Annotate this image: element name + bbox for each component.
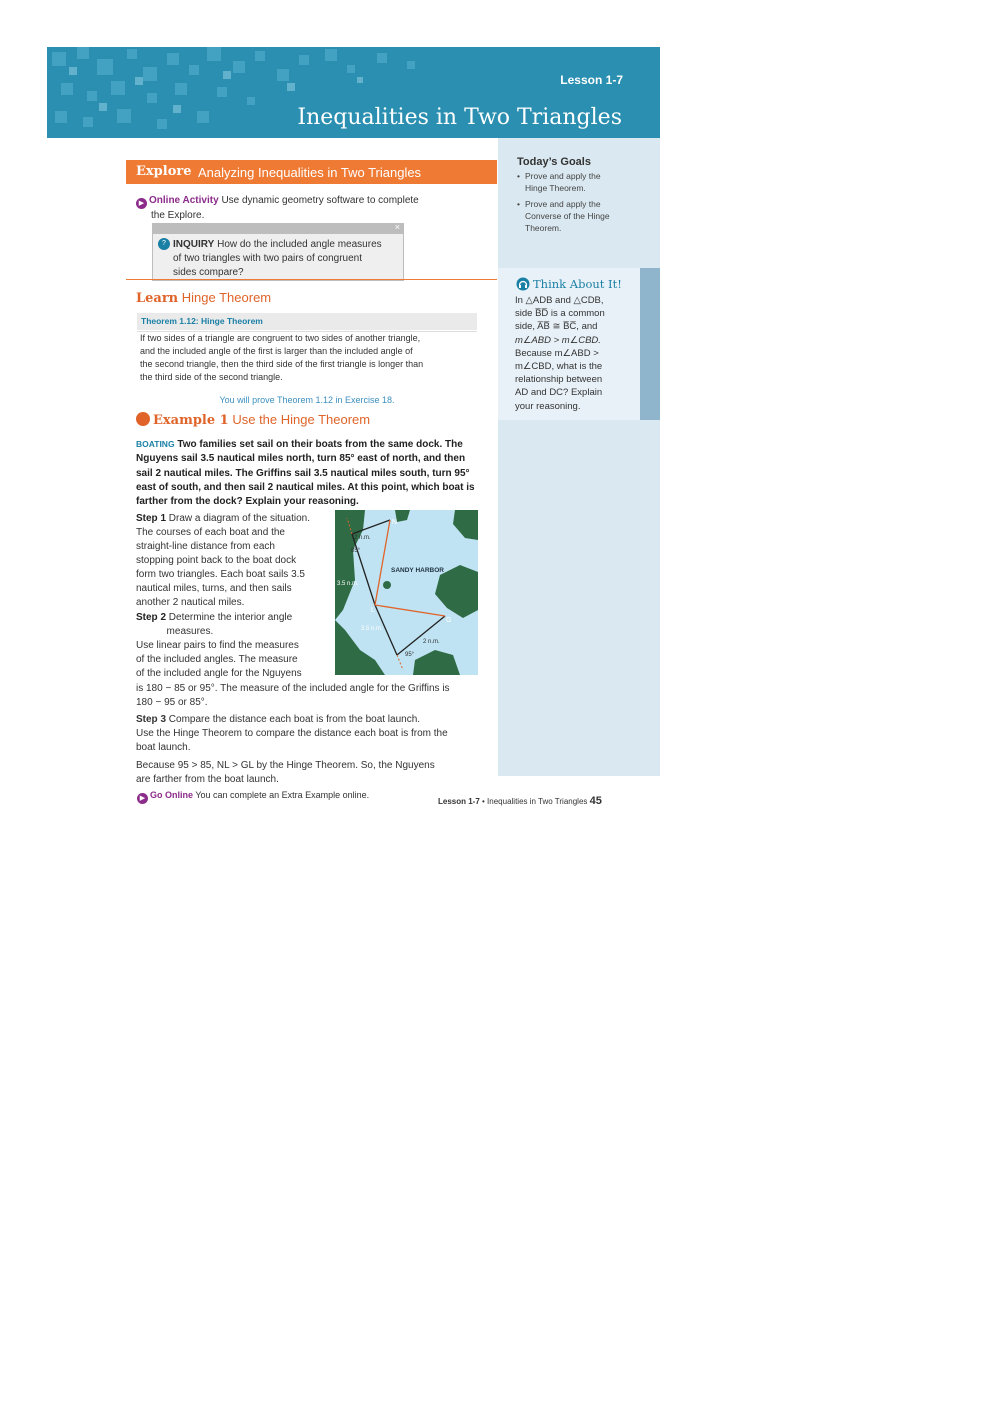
conclusion: Because 95 > 85, NL > GL by the Hinge Theorem. So, the Nguyens are farther from the boat launch. bbox=[136, 760, 435, 785]
step-1: Step 1 Draw a diagram of the situation. The courses of each boat and the straight-line distance from each stopping point back to the boat dock form two triangles. Each boat sails 3.5 nautical miles, turns, and then sails another 2 nautical miles. bbox=[136, 513, 310, 608]
inquiry-box bbox=[152, 223, 404, 281]
goal-item: • Prove and apply the Converse of the Hinge Theorem. bbox=[517, 199, 610, 233]
todays-goals-title: Today’s Goals bbox=[517, 156, 591, 168]
angle-label: 95° bbox=[405, 652, 415, 658]
page-title: Inequalities in Two Triangles bbox=[297, 105, 622, 130]
inquiry-icon: ? bbox=[158, 238, 170, 250]
point-l-label: L bbox=[371, 607, 375, 614]
distance-label: 3.5 n.m. bbox=[361, 626, 383, 632]
online-activity: ▶ Online Activity Use dynamic geometry software to complete the Explore. bbox=[136, 194, 466, 223]
distance-label: 2 n.m. bbox=[423, 639, 440, 645]
headphones-icon bbox=[516, 277, 530, 291]
think-about-it-title: Think About It! bbox=[533, 277, 622, 291]
theorem-title: Theorem 1.12: Hinge Theorem bbox=[137, 313, 477, 330]
think-about-it-text: In △ADB and △CDB, side B̅D̅ is a common side, A̅B̅ ≅ B̅C̅, and m∠ABD > m∠CBD. Because m∠ABD > m∠CBD, what is the relationship between AD and DC? Explain your reasoning. bbox=[515, 295, 605, 412]
step-3: Step 3 Compare the distance each boat is from the boat launch. Use the Hinge Theorem to compare the distance each boat is from the boat launch. bbox=[136, 714, 448, 753]
online-activity-icon: ▶ bbox=[136, 198, 147, 209]
step-2-continued: is 180 − 85 or 95°. The measure of the included angle for the Griffins is 180 − 95 or 85°. bbox=[136, 683, 450, 708]
step-2: Step 2 Determine the interior angle measures. Use linear pairs to find the measures of the included angles. The measure of the included angle for the Nguyens bbox=[136, 612, 302, 679]
inquiry-text: INQUIRY How do the included angle measures of two triangles with two pairs of congruent sides compare? bbox=[173, 239, 382, 278]
sandy-harbor-label: SANDY HARBOR bbox=[391, 567, 444, 574]
lesson-number: Lesson 1-7 bbox=[560, 73, 623, 87]
explore-header bbox=[126, 160, 497, 184]
point-n-label: N bbox=[392, 519, 398, 526]
distance-label: 3.5 n.m. bbox=[337, 581, 359, 587]
explore-label: Explore bbox=[136, 164, 192, 179]
sidebar-accent-strip bbox=[640, 268, 660, 420]
goal-item: • Prove and apply the Hinge Theorem. bbox=[517, 171, 601, 193]
page-number: 45 bbox=[589, 795, 602, 807]
close-icon[interactable]: × bbox=[394, 222, 400, 232]
explore-title: Analyzing Inequalities in Two Triangles bbox=[198, 165, 422, 180]
learn-heading: Learn Hinge Theorem bbox=[136, 290, 272, 306]
page-footer: Lesson 1-7 • Inequalities in Two Triangles 45 bbox=[438, 795, 602, 807]
section-divider bbox=[126, 279, 497, 280]
distance-label: 2 n.m. bbox=[354, 535, 371, 541]
online-activity-link[interactable]: Online Activity bbox=[149, 195, 219, 206]
inquiry-close-bar bbox=[153, 224, 403, 234]
example-problem: BOATING Two families set sail on their boats from the same dock. The Nguyens sail 3.5 nautical miles north, turn 85° east of north, and then sail 2 nautical miles. The Griffins sail 3.5 nautical miles south, turn 95° east of south, and then sail 2 nautical miles. At this point, which boat is farther from the dock? Explain your reasoning. bbox=[136, 439, 475, 508]
angle-label: 85° bbox=[351, 548, 361, 554]
point-g-label: G bbox=[446, 617, 452, 624]
theorem-statement: If two sides of a triangle are congruent to two sides of another triangle, and the included angle of the first is larger than the included angle of the second triangle, then the third side of the first triangle is longer than the third side of the second triangle. bbox=[137, 331, 477, 387]
example-heading: Example 1 Use the Hinge Theorem bbox=[136, 412, 370, 428]
prove-note: You will prove Theorem 1.12 in Exercise 18. bbox=[219, 395, 395, 405]
go-online-icon: ▶ bbox=[137, 793, 148, 804]
go-online-note: ▶ Go Online You can complete an Extra Example online. bbox=[137, 790, 369, 804]
globe-icon bbox=[136, 412, 150, 426]
lesson-header bbox=[47, 47, 660, 138]
go-online-link[interactable]: Go Online bbox=[150, 790, 194, 800]
harbor-map-diagram bbox=[335, 510, 478, 675]
